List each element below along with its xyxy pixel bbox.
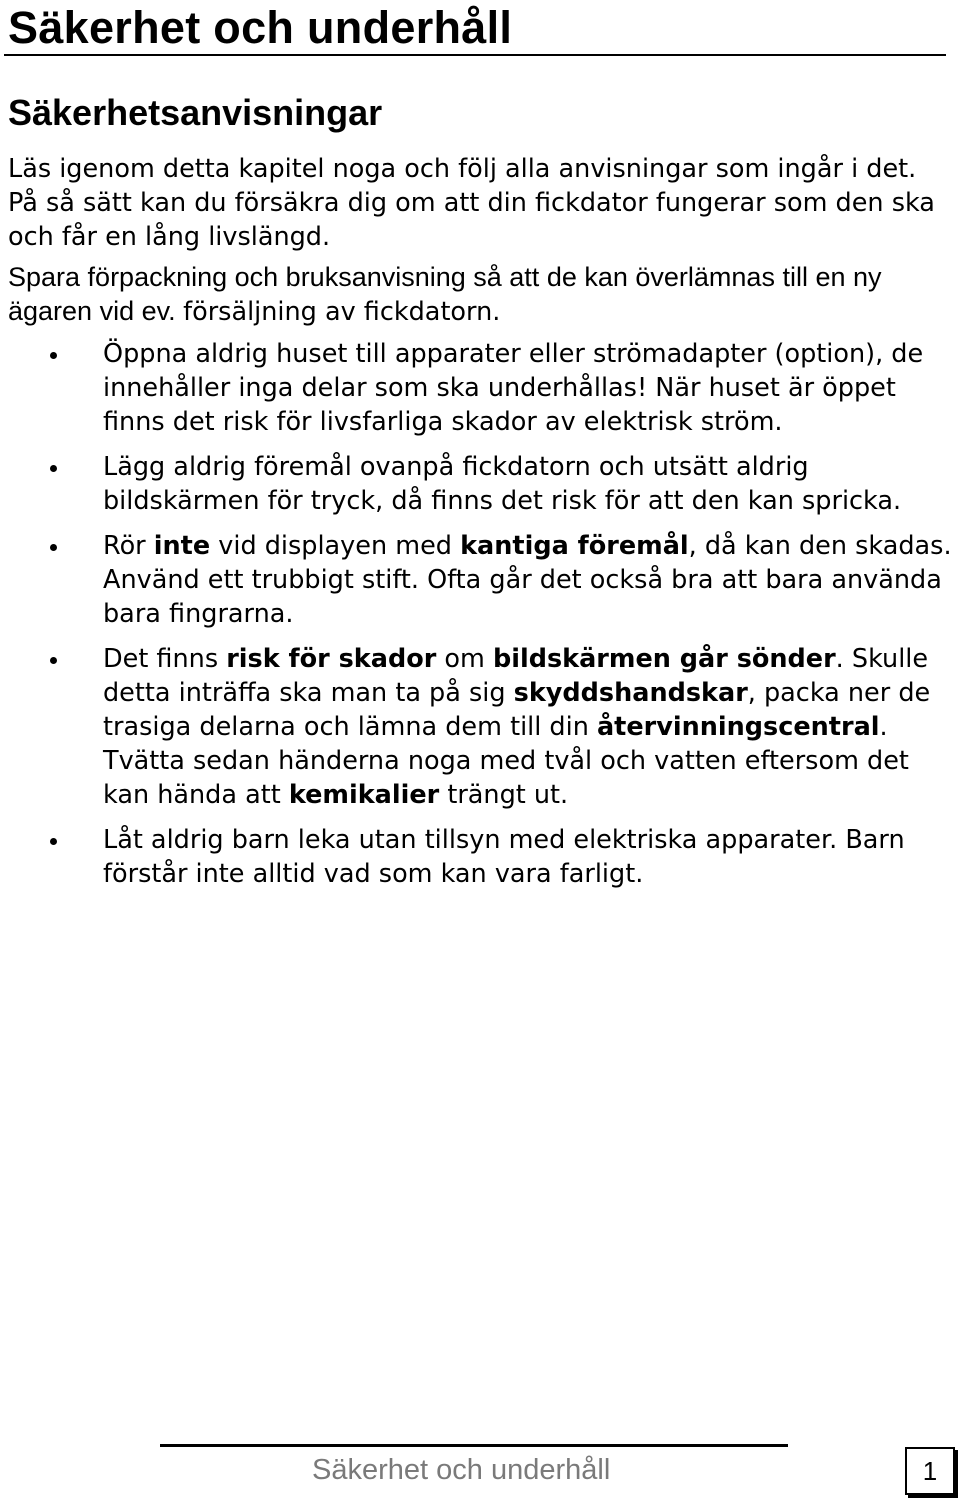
emphasis: kantiga föremål bbox=[460, 531, 689, 561]
bullet-icon bbox=[50, 465, 57, 472]
section-title: Säkerhetsanvisningar bbox=[8, 92, 383, 133]
bullet-icon bbox=[50, 838, 57, 845]
emphasis: bildskärmen går sönder bbox=[492, 644, 836, 674]
emphasis: kemikalier bbox=[288, 780, 440, 810]
bullet-icon bbox=[50, 352, 57, 359]
text-run: vid displayen med bbox=[210, 531, 461, 561]
text-run: Rör bbox=[103, 531, 154, 561]
intro-paragraph: Läs igenom detta kapitel noga och följ alla anvisningar som ingår i det. På så sätt kan du försäkra dig om att din fickdator fungerar som den ska och får en lång livslängd. bbox=[8, 154, 935, 252]
emphasis: risk för skador bbox=[226, 644, 437, 674]
packaging-text: Spara förpackning och bruksanvisning så att de kan överlämnas till en ny ägaren vid ev. bbox=[8, 262, 882, 326]
list-item bbox=[8, 642, 953, 812]
text-run: trängt ut. bbox=[439, 780, 569, 810]
document-body bbox=[8, 152, 953, 902]
page-number: 1 bbox=[905, 1447, 955, 1495]
list-item-text: Låt aldrig barn leka utan tillsyn med elektriska apparater. Barn förstår inte alltid vad som kan vara farligt. bbox=[103, 825, 905, 889]
text-run: , packa ner de trasiga delarna och lämna dem till din bbox=[103, 678, 931, 742]
packaging-text-tail: försäljning av fickdatorn. bbox=[183, 297, 501, 327]
list-item bbox=[8, 450, 953, 518]
list-item-text bbox=[103, 531, 952, 629]
list-item-text: Lägg aldrig föremål ovanpå fickdatorn och utsätt aldrig bildskärmen för tryck, då finns det risk för att den kan spricka. bbox=[103, 452, 902, 516]
list-item bbox=[8, 823, 953, 891]
list-item bbox=[8, 337, 953, 439]
list-item-text: Öppna aldrig huset till apparater eller strömadapter (option), de innehåller inga delar som ska underhållas! När huset är öppet finns det risk för livsfarliga skador av elektrisk ström. bbox=[103, 339, 924, 437]
text-run: . Tvätta sedan händerna noga med tvål och vatten eftersom det kan hända att bbox=[103, 712, 909, 810]
text-run: . Skulle detta inträffa ska man ta på sig bbox=[103, 644, 929, 708]
text-run: , då kan den skadas. Använd ett trubbigt stift. Ofta går det också bra att bara använda bara fingrarna. bbox=[103, 531, 952, 629]
bullet-icon bbox=[50, 657, 57, 664]
footer-title: Säkerhet och underhåll bbox=[312, 1454, 611, 1486]
emphasis: återvinningscentral bbox=[596, 712, 880, 742]
footer-divider bbox=[160, 1444, 788, 1447]
packaging-paragraph bbox=[8, 260, 953, 329]
text-run: Det finns bbox=[103, 644, 227, 674]
chapter-divider bbox=[4, 54, 946, 56]
chapter-title: Säkerhet och underhåll bbox=[8, 2, 513, 53]
emphasis: inte bbox=[153, 531, 211, 561]
text-run: om bbox=[436, 644, 493, 674]
safety-list bbox=[8, 337, 953, 891]
list-item-text bbox=[103, 644, 930, 810]
list-item bbox=[8, 529, 953, 631]
emphasis: skyddshandskar bbox=[513, 678, 748, 708]
bullet-icon bbox=[50, 544, 57, 551]
